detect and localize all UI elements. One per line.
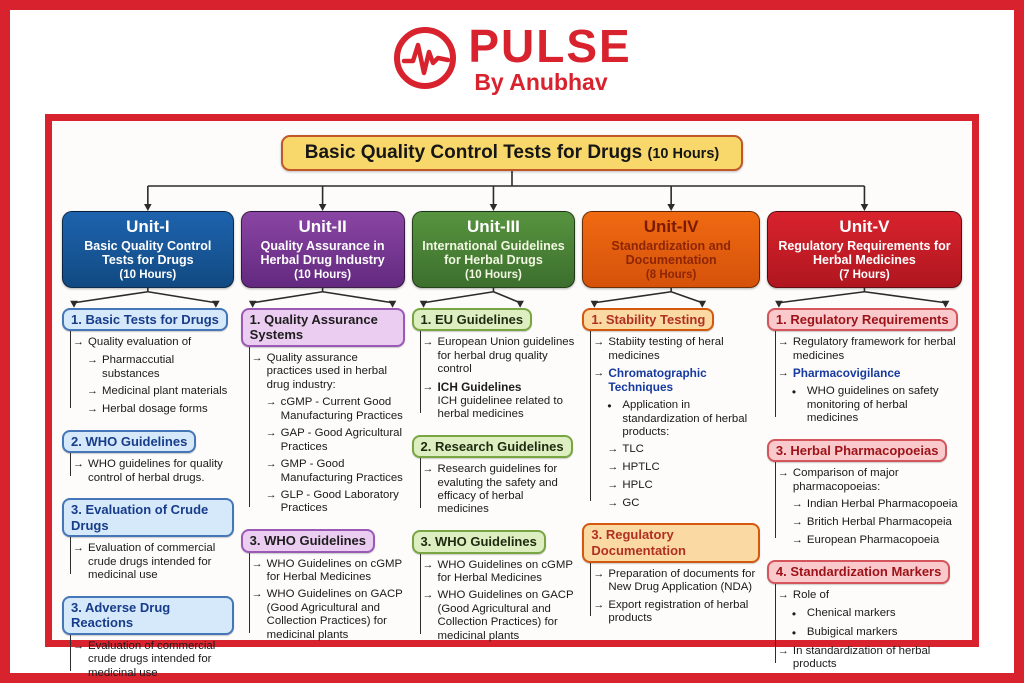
item-text: Herbal dosage forms: [102, 402, 208, 415]
list-item: [248, 396, 405, 423]
list-item: [69, 403, 234, 417]
item-text-wrap: [88, 336, 191, 349]
item-text: Medicinal plant materials: [102, 385, 228, 397]
arrow-right-icon: →: [607, 478, 619, 491]
item-text-wrap: [793, 589, 829, 602]
list-item: [589, 599, 760, 626]
item-text-wrap: [608, 367, 760, 395]
topic-section: [412, 530, 576, 647]
unit-name: Unit-I: [126, 217, 170, 236]
fork-gap: [582, 288, 760, 308]
list-item: [774, 626, 962, 641]
list-item: [419, 463, 576, 517]
item-text-wrap: [281, 427, 405, 454]
topic-items: [774, 462, 962, 547]
list-item: [248, 489, 405, 516]
unit-column-5: [767, 211, 962, 685]
list-item: [774, 336, 962, 363]
item-text: GMP - Good Manufacturing Practices: [280, 458, 403, 484]
item-text-wrap: [807, 516, 952, 529]
arrow-right-icon: →: [422, 589, 434, 602]
course-title-text: Basic Quality Control Tests for Drugs: [304, 142, 643, 163]
topic-items: [248, 553, 405, 643]
list-item: [248, 352, 405, 392]
item-text-wrap: [807, 626, 898, 639]
item-text-wrap: [88, 458, 234, 485]
item-text-wrap: [807, 534, 939, 547]
item-text: ICH guidelinee related to herbal medicines: [437, 394, 563, 421]
item-text-wrap: [608, 568, 760, 595]
item-text: Export registration of herbal products: [608, 598, 749, 624]
item-text: Preparation of documents for New Drug Application (NDA): [608, 567, 756, 594]
unit-subtitle: Quality Assurance in Herbal Drug Industry: [260, 239, 385, 268]
item-text: GAP - Good Agricultural Practices: [280, 427, 403, 453]
item-text-wrap: [622, 479, 652, 492]
list-item: [774, 498, 962, 512]
list-item: [774, 467, 962, 494]
item-text-wrap: [438, 381, 576, 422]
arrow-right-icon: →: [777, 588, 789, 601]
topic-section: [767, 560, 962, 675]
fork-gap: [767, 288, 962, 308]
unit-name: Unit-V: [839, 217, 890, 236]
item-text: Comparison of major pharmacopoeias:: [792, 467, 899, 493]
arrow-right-icon: →: [607, 461, 619, 474]
brand-tagline: By Anubhav: [474, 68, 608, 95]
item-text: Chenical markers: [806, 606, 896, 619]
topic-label: 3. WHO Guidelines: [241, 529, 375, 553]
unit-header-1: [62, 211, 234, 288]
item-text: Evaluation of commercial crude drugs intended for medicinal use: [88, 639, 216, 679]
unit-hours: (10 Hours): [119, 268, 177, 281]
item-text: TLC: [622, 443, 644, 456]
item-text-wrap: [793, 367, 901, 381]
list-item: [589, 443, 760, 457]
arrow-right-icon: →: [593, 598, 605, 611]
arrow-right-icon: →: [87, 354, 98, 367]
item-text: Quality evaluation of: [88, 336, 192, 349]
arrow-right-icon: →: [251, 588, 263, 601]
item-text: Britich Herbal Pharmacopeia: [806, 515, 952, 528]
list-item: [774, 516, 962, 530]
unit-column-1: [62, 211, 234, 693]
topic-section: [62, 308, 234, 421]
unit-hours: (10 Hours): [294, 268, 352, 281]
list-item: [589, 479, 760, 493]
unit-name: Unit-III: [467, 217, 520, 236]
list-item: [774, 385, 962, 425]
arrow-right-icon: →: [607, 496, 619, 509]
item-text: Research guidelines for evaluting the safety and efficacy of herbal medicines: [437, 463, 558, 516]
item-text-wrap: [438, 559, 576, 586]
item-lead: Pharmacovigilance: [792, 366, 901, 381]
unit-subtitle: Basic Quality Control Tests for Drugs: [84, 239, 212, 268]
topic-items: [589, 331, 760, 510]
arrow-right-icon: →: [73, 639, 84, 652]
list-item: [589, 367, 760, 395]
topic-label: 1. Quality Assurance Systems: [241, 308, 405, 347]
topic-section: [62, 596, 234, 685]
topic-section: [582, 523, 760, 629]
arrow-right-icon: →: [73, 458, 84, 471]
item-text-wrap: [622, 497, 639, 510]
list-item: [69, 354, 234, 381]
topic-label: 1. EU Guidelines: [412, 308, 533, 332]
item-text: Pharmaccutial substances: [102, 354, 175, 380]
arrow-right-icon: →: [251, 557, 263, 570]
topic-items: [248, 347, 405, 516]
list-item: [419, 336, 576, 376]
arrow-right-icon: →: [265, 489, 277, 502]
item-lead: ICH Guidelines: [437, 379, 522, 394]
unit-header-3: [412, 211, 576, 288]
fork-gap: [241, 288, 405, 308]
list-item: [69, 542, 234, 582]
list-item: [774, 367, 962, 381]
arrow-right-icon: →: [265, 396, 277, 409]
unit-header-4: [582, 211, 760, 288]
item-text-wrap: [267, 352, 405, 392]
diagram-frame: [45, 114, 979, 679]
item-text-wrap: [88, 542, 234, 582]
list-item: [69, 336, 234, 350]
arrow-right-icon: →: [265, 427, 277, 440]
unit-subtitle: Standardization and Documentation: [611, 239, 731, 268]
arrow-right-icon: →: [791, 515, 803, 528]
unit-column-4: [582, 211, 760, 638]
topic-section: [62, 430, 234, 490]
course-title: [281, 135, 743, 171]
topic-items: [419, 458, 576, 517]
item-text-wrap: [622, 399, 760, 439]
arrow-right-icon: →: [422, 336, 434, 349]
topic-label: 3. Herbal Pharmacopoeias: [767, 439, 948, 463]
item-text: GC: [622, 496, 640, 509]
list-item: [419, 381, 576, 422]
item-text: Indian Herbal Pharmacopoeia: [806, 498, 958, 511]
unit-hours: (7 Hours): [839, 268, 890, 281]
arrow-right-icon: →: [777, 467, 789, 480]
topic-label: 1. Basic Tests for Drugs: [62, 308, 228, 332]
topic-items: [774, 584, 962, 672]
arrow-right-icon: →: [251, 351, 263, 364]
item-text: In standardization of herbal products: [792, 644, 931, 671]
topic-section: [767, 439, 962, 552]
fork-gap: [62, 288, 234, 308]
arrow-right-icon: →: [593, 336, 605, 349]
topic-label: 1. Regulatory Requirements: [767, 308, 958, 332]
arrow-right-icon: →: [777, 336, 789, 349]
topic-label: 2. Research Guidelines: [412, 435, 573, 459]
topic-section: [767, 308, 962, 430]
list-item: [248, 558, 405, 585]
list-item: [69, 385, 234, 399]
item-text-wrap: [793, 645, 962, 672]
course-title-hours: (10 Hours): [647, 146, 720, 162]
item-text: Role of: [792, 588, 829, 601]
unit-name: Unit-IV: [643, 217, 699, 236]
list-item: [589, 336, 760, 363]
bullet-dot-icon: •: [607, 399, 612, 414]
arrow-right-icon: →: [777, 367, 789, 380]
arrow-right-icon: →: [422, 558, 434, 571]
units-row: [62, 211, 962, 693]
item-text: WHO Guidelines on GACP (Good Agricultural and Collection Practices) for medicinal plants: [266, 588, 403, 641]
item-text: HPLC: [622, 478, 653, 491]
unit-header-5: [767, 211, 962, 288]
arrow-right-icon: →: [607, 443, 619, 456]
item-text-wrap: [622, 443, 644, 456]
item-text-wrap: [608, 336, 760, 363]
item-text-wrap: [807, 385, 962, 425]
item-text-wrap: [281, 489, 405, 516]
arrow-right-icon: →: [265, 458, 277, 471]
list-item: [774, 589, 962, 603]
item-text: European Union guidelines for herbal drug quality control: [437, 336, 575, 376]
topic-items: [774, 331, 962, 425]
topic-items: [69, 331, 234, 416]
list-item: [589, 568, 760, 595]
list-item: [69, 640, 234, 680]
topic-items: [69, 453, 234, 485]
topic-section: [62, 498, 234, 587]
unit-hours: (10 Hours): [465, 268, 522, 281]
list-item: [774, 645, 962, 672]
list-item: [248, 458, 405, 485]
topic-section: [241, 529, 405, 646]
list-item: [589, 497, 760, 511]
item-text-wrap: [267, 588, 405, 642]
unit-subtitle: Regulatory Requirements for Herbal Medicines: [778, 239, 951, 268]
item-text-wrap: [102, 385, 227, 398]
item-lead: Chromatographic Techniques: [608, 366, 707, 395]
item-text-wrap: [438, 589, 576, 643]
item-text: Stabiity testing of heral medicines: [608, 336, 724, 362]
topic-label: 2. WHO Guidelines: [62, 430, 196, 454]
list-item: [589, 399, 760, 439]
arrow-right-icon: →: [422, 380, 434, 393]
arrow-right-icon: →: [791, 533, 803, 546]
item-text-wrap: [807, 607, 896, 620]
topic-label: 4. Standardization Markers: [767, 560, 950, 584]
item-text-wrap: [267, 558, 405, 585]
logo-band: [10, 10, 1014, 106]
list-item: [248, 427, 405, 454]
item-text: WHO Guidelines on cGMP for Herbal Medicines: [437, 558, 573, 584]
item-text-wrap: [793, 336, 962, 363]
item-text: WHO guidelines on safety monitoring of herbal medicines: [806, 385, 939, 425]
topic-label: 3. Regulatory Documentation: [582, 523, 760, 562]
topic-section: [412, 435, 576, 521]
topic-items: [419, 331, 576, 421]
unit-header-2: [241, 211, 405, 288]
topic-items: [69, 635, 234, 680]
arrow-right-icon: →: [593, 367, 605, 380]
item-text: HPTLC: [622, 461, 660, 474]
item-text: Evaluation of commercial crude drugs intended for medicinal use: [88, 542, 216, 582]
item-text-wrap: [793, 467, 962, 494]
topic-items: [69, 537, 234, 582]
brand-name: PULSE: [468, 19, 632, 72]
topic-section: [412, 308, 576, 426]
list-item: [774, 534, 962, 548]
item-text-wrap: [281, 458, 405, 485]
fork-gap: [412, 288, 576, 308]
list-item: [419, 589, 576, 643]
item-text: European Pharmacopoeia: [806, 533, 940, 546]
item-text-wrap: [438, 336, 576, 376]
topic-section: [241, 308, 405, 520]
topic-items: [419, 554, 576, 644]
item-text: Quality assurance practices used in herbal drug industry:: [266, 351, 387, 391]
topic-items: [589, 563, 760, 626]
unit-subtitle: International Guidelines for Herbal Drugs: [422, 239, 565, 268]
arrow-right-icon: →: [422, 463, 434, 476]
list-item: [774, 607, 962, 622]
arrow-right-icon: →: [73, 336, 84, 349]
item-text: WHO Guidelines on cGMP for Herbal Medicines: [266, 557, 402, 583]
arrow-right-icon: →: [777, 644, 789, 657]
item-text-wrap: [102, 354, 234, 381]
arrow-right-icon: →: [593, 567, 605, 580]
arrow-right-icon: →: [791, 498, 803, 511]
list-item: [69, 458, 234, 485]
topic-label: 1. Stability Testing: [582, 308, 714, 332]
item-text-wrap: [438, 463, 576, 517]
topic-label: 3. Evaluation of Crude Drugs: [62, 498, 234, 537]
unit-name: Unit-II: [298, 217, 347, 236]
item-text-wrap: [88, 640, 234, 680]
topic-label: 3. Adverse Drug Reactions: [62, 596, 234, 635]
bullet-dot-icon: •: [791, 385, 797, 400]
topic-label: 3. WHO Guidelines: [412, 530, 546, 554]
item-text: Regulatory framework for herbal medicines: [792, 336, 956, 362]
topic-section: [582, 308, 760, 515]
list-item: [419, 559, 576, 586]
unit-column-3: [412, 211, 576, 656]
bullet-dot-icon: •: [791, 625, 797, 640]
item-text: cGMP - Current Good Manufacturing Practices: [280, 396, 403, 422]
unit-hours: (8 Hours): [645, 268, 697, 281]
item-text-wrap: [608, 599, 760, 626]
pulse-heartbeat-icon: [392, 25, 458, 91]
item-text: Bubigical markers: [806, 625, 898, 638]
brand-text: [468, 19, 632, 95]
item-text-wrap: [622, 461, 659, 474]
bullet-dot-icon: •: [791, 606, 797, 621]
item-text: WHO Guidelines on GACP (Good Agricultural and Collection Practices) for medicinal plants: [437, 589, 574, 642]
item-text-wrap: [102, 403, 208, 416]
arrow-right-icon: →: [87, 385, 98, 397]
list-item: [248, 588, 405, 642]
arrow-right-icon: →: [87, 402, 98, 415]
item-text-wrap: [807, 498, 958, 511]
item-text: Application in standardization of herbal products:: [622, 399, 748, 438]
list-item: [589, 461, 760, 475]
item-text: GLP - Good Laboratory Practices: [280, 489, 399, 515]
unit-column-2: [241, 211, 405, 655]
item-text-wrap: [281, 396, 405, 423]
arrow-right-icon: →: [73, 542, 84, 555]
item-text: WHO guidelines for quality control of herbal drugs.: [88, 458, 223, 484]
